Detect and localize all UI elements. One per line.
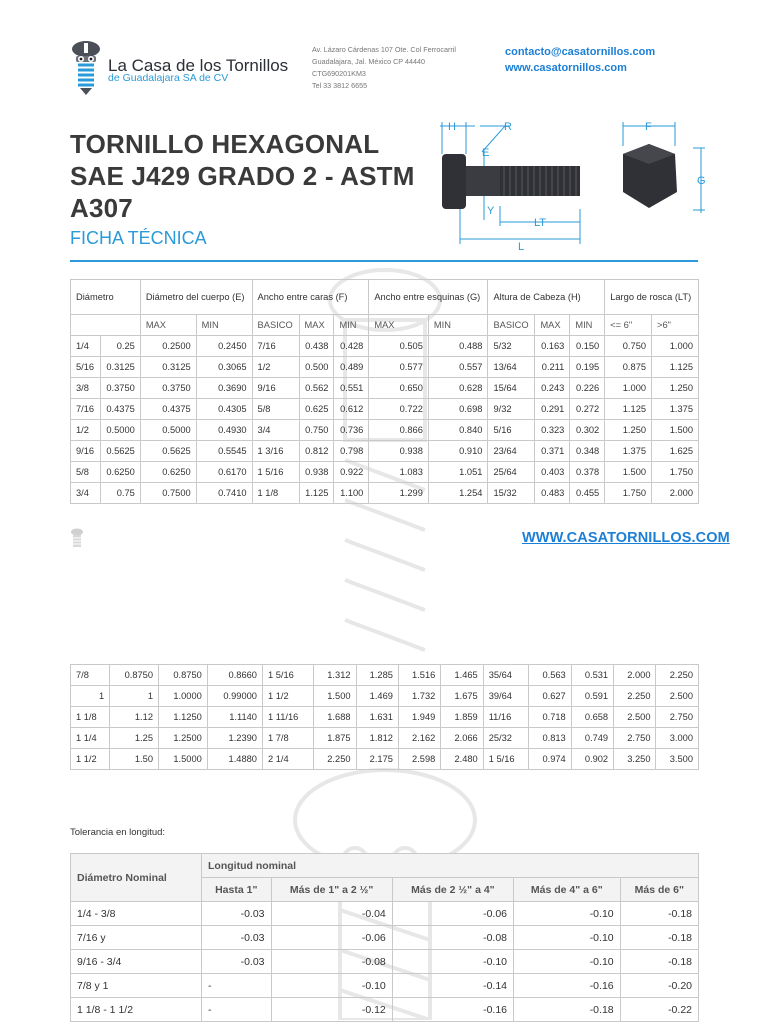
table-cell: 1.4880 bbox=[207, 749, 262, 770]
table-cell: 0.25 bbox=[100, 336, 140, 357]
subcol-min: MIN bbox=[428, 315, 488, 336]
website-link[interactable]: www.casatornillos.com bbox=[505, 62, 627, 74]
table-cell: 0.551 bbox=[334, 378, 369, 399]
table-cell: -0.10 bbox=[392, 950, 513, 974]
table-cell: 0.438 bbox=[299, 336, 334, 357]
table-cell: 25/32 bbox=[483, 728, 529, 749]
table-row bbox=[71, 950, 699, 974]
table-cell: -0.18 bbox=[620, 926, 698, 950]
table-cell: -0.10 bbox=[514, 950, 621, 974]
table-cell: 1 5/16 bbox=[483, 749, 529, 770]
table-cell: 0.483 bbox=[535, 483, 570, 504]
spec-table-top-body bbox=[71, 336, 699, 504]
table-cell: 0.749 bbox=[571, 728, 613, 749]
table-cell: 3/8 bbox=[71, 378, 101, 399]
table-row bbox=[71, 399, 699, 420]
hex-head-drawing bbox=[615, 118, 710, 218]
table-cell: 0.323 bbox=[535, 420, 570, 441]
table-cell: 1.516 bbox=[398, 665, 440, 686]
col-ancho-esquinas: Ancho entre esquinas (G) bbox=[369, 280, 488, 315]
col-altura-cabeza: Altura de Cabeza (H) bbox=[488, 280, 605, 315]
table-cell: 0.750 bbox=[299, 420, 334, 441]
table-cell: -0.06 bbox=[392, 902, 513, 926]
table-cell: 0.736 bbox=[334, 420, 369, 441]
table-cell: 13/64 bbox=[488, 357, 535, 378]
col-ancho-caras: Ancho entre caras (F) bbox=[252, 280, 369, 315]
contact-block bbox=[505, 44, 655, 76]
table-cell: 0.875 bbox=[605, 357, 652, 378]
table-cell: 0.922 bbox=[334, 462, 369, 483]
table-cell: 0.500 bbox=[299, 357, 334, 378]
table-cell: 1.500 bbox=[605, 462, 652, 483]
label-l: L bbox=[518, 241, 525, 253]
page-title: TORNILLO HEXAGONAL SAE J429 GRADO 2 - ASTM A307 bbox=[70, 129, 415, 223]
table-cell: 1.375 bbox=[652, 399, 699, 420]
table-cell: 0.4305 bbox=[196, 399, 252, 420]
table-cell: 0.211 bbox=[535, 357, 570, 378]
table-cell: 0.2450 bbox=[196, 336, 252, 357]
tolerance-label: Tolerancia en longitud: bbox=[70, 827, 166, 838]
address-line: Guadalajara, Jal. México CP 44440 bbox=[312, 57, 425, 66]
table-cell: 2.750 bbox=[614, 728, 656, 749]
table-cell: 0.4930 bbox=[196, 420, 252, 441]
table-cell: - bbox=[202, 998, 272, 1022]
table-row bbox=[71, 902, 699, 926]
subcol-max: MAX bbox=[535, 315, 570, 336]
table-cell: 0.3690 bbox=[196, 378, 252, 399]
table-cell: 1.732 bbox=[398, 686, 440, 707]
table-cell: 5/16 bbox=[488, 420, 535, 441]
table-cell: 11/16 bbox=[483, 707, 529, 728]
table-cell: 5/16 bbox=[71, 357, 101, 378]
table-cell: 0.505 bbox=[369, 336, 429, 357]
table-row bbox=[71, 483, 699, 504]
table-cell: 1 1/2 bbox=[71, 749, 110, 770]
table-cell: -0.08 bbox=[271, 950, 392, 974]
table-cell: 35/64 bbox=[483, 665, 529, 686]
website-banner-link[interactable]: WWW.CASATORNILLOS.COM bbox=[522, 530, 730, 546]
table-cell: 3.250 bbox=[614, 749, 656, 770]
table-cell: 0.902 bbox=[571, 749, 613, 770]
table-cell: 9/32 bbox=[488, 399, 535, 420]
table-cell: 0.650 bbox=[369, 378, 429, 399]
table-cell: -0.22 bbox=[620, 998, 698, 1022]
table-row bbox=[71, 974, 699, 998]
table-cell: 0.403 bbox=[535, 462, 570, 483]
subcol-2-5-a-4: Más de 2 ½" a 4" bbox=[392, 878, 513, 902]
table-cell: 1.631 bbox=[356, 707, 398, 728]
table-cell: 0.4375 bbox=[100, 399, 140, 420]
table-cell: 7/8 bbox=[71, 665, 110, 686]
table-cell: 15/64 bbox=[488, 378, 535, 399]
label-lt: LT bbox=[534, 217, 547, 229]
table-cell: 0.7500 bbox=[140, 483, 196, 504]
table-cell: 9/16 bbox=[71, 441, 101, 462]
col-longitud-nominal: Longitud nominal bbox=[202, 854, 699, 878]
table-cell: 0.557 bbox=[428, 357, 488, 378]
table-cell: 1.299 bbox=[369, 483, 429, 504]
brand-name: La Casa de los Tornillos bbox=[108, 56, 289, 75]
table-cell: -0.16 bbox=[392, 998, 513, 1022]
label-r: R bbox=[504, 121, 512, 133]
table-cell: 1 1/2 bbox=[262, 686, 313, 707]
table-cell: 1.500 bbox=[652, 420, 699, 441]
table-cell: 0.591 bbox=[571, 686, 613, 707]
table-cell: -0.20 bbox=[620, 974, 698, 998]
table-cell: 0.7410 bbox=[196, 483, 252, 504]
table-cell: 5/8 bbox=[71, 462, 101, 483]
table-cell: -0.10 bbox=[271, 974, 392, 998]
table-cell: 0.5000 bbox=[140, 420, 196, 441]
table-cell: 1.375 bbox=[605, 441, 652, 462]
table-cell: 3.500 bbox=[656, 749, 699, 770]
table-row bbox=[71, 728, 699, 749]
table-cell: 0.6250 bbox=[140, 462, 196, 483]
table-cell: 0.226 bbox=[570, 378, 605, 399]
subcol-lt-short: <= 6" bbox=[605, 315, 652, 336]
table-cell: 1.083 bbox=[369, 462, 429, 483]
table-cell: 1.675 bbox=[441, 686, 483, 707]
table-cell: 1.000 bbox=[652, 336, 699, 357]
table-cell: -0.18 bbox=[620, 902, 698, 926]
address-line: Av. Lázaro Cárdenas 107 Ote. Col Ferrocarril bbox=[312, 45, 456, 54]
table-cell: 1.1140 bbox=[207, 707, 262, 728]
table-cell: 5/32 bbox=[488, 336, 535, 357]
table-row bbox=[71, 420, 699, 441]
table-cell: -0.16 bbox=[514, 974, 621, 998]
subcol-4-a-6: Más de 4" a 6" bbox=[514, 878, 621, 902]
table-cell: 9/16 - 3/4 bbox=[71, 950, 202, 974]
subcol-lt-long: >6" bbox=[652, 315, 699, 336]
table-cell: - bbox=[202, 974, 272, 998]
table-cell: 7/16 bbox=[252, 336, 299, 357]
brand-subtitle: de Guadalajara SA de CV bbox=[108, 72, 229, 84]
table-cell: 1 1/8 bbox=[252, 483, 299, 504]
table-cell: 1 5/16 bbox=[252, 462, 299, 483]
subcol-mas-de-6: Más de 6" bbox=[620, 878, 698, 902]
table-row bbox=[71, 462, 699, 483]
table-cell: 0.4375 bbox=[140, 399, 196, 420]
table-cell: 0.8750 bbox=[159, 665, 208, 686]
table-cell: 0.798 bbox=[334, 441, 369, 462]
table-cell: 0.272 bbox=[570, 399, 605, 420]
table-cell: -0.03 bbox=[202, 902, 272, 926]
table-cell: 0.628 bbox=[428, 378, 488, 399]
label-y: Y bbox=[487, 205, 495, 217]
table-cell: 1/4 bbox=[71, 336, 101, 357]
table-cell: 0.866 bbox=[369, 420, 429, 441]
table-cell: 1/2 bbox=[252, 357, 299, 378]
table-cell: 1.5000 bbox=[159, 749, 208, 770]
table-cell: 1.1250 bbox=[159, 707, 208, 728]
subcol-hasta-1: Hasta 1" bbox=[202, 878, 272, 902]
spec-table-bottom-body bbox=[71, 665, 699, 770]
table-cell: 2.250 bbox=[656, 665, 699, 686]
table-cell: 0.371 bbox=[535, 441, 570, 462]
table-row bbox=[71, 926, 699, 950]
table-cell: 0.75 bbox=[100, 483, 140, 504]
table-cell: 7/16 y bbox=[71, 926, 202, 950]
table-cell: 2.750 bbox=[656, 707, 699, 728]
table-cell: -0.08 bbox=[392, 926, 513, 950]
table-cell: 1 7/8 bbox=[262, 728, 313, 749]
subcol-basico: BASICO bbox=[252, 315, 299, 336]
table-cell: 0.577 bbox=[369, 357, 429, 378]
address-line: CTG690201KM3 bbox=[312, 69, 366, 78]
table-cell: -0.10 bbox=[514, 902, 621, 926]
table-cell: 0.625 bbox=[299, 399, 334, 420]
table-cell: 0.348 bbox=[570, 441, 605, 462]
table-cell: 1.125 bbox=[652, 357, 699, 378]
table-cell: 0.658 bbox=[571, 707, 613, 728]
table-cell: 0.938 bbox=[369, 441, 429, 462]
table-cell: 1 5/16 bbox=[262, 665, 313, 686]
table-cell: 0.974 bbox=[529, 749, 571, 770]
table-cell: 2 1/4 bbox=[262, 749, 313, 770]
table-cell: 0.6170 bbox=[196, 462, 252, 483]
subcol-min: MIN bbox=[334, 315, 369, 336]
table-cell: 0.150 bbox=[570, 336, 605, 357]
table-cell: 0.722 bbox=[369, 399, 429, 420]
table-cell: -0.03 bbox=[202, 926, 272, 950]
table-cell: 1.750 bbox=[605, 483, 652, 504]
table-row bbox=[71, 686, 699, 707]
table-cell: 1 bbox=[110, 686, 159, 707]
table-cell: 0.938 bbox=[299, 462, 334, 483]
table-cell: -0.03 bbox=[202, 950, 272, 974]
table-cell: 2.000 bbox=[652, 483, 699, 504]
table-cell: 0.3125 bbox=[140, 357, 196, 378]
table-cell: 0.3750 bbox=[100, 378, 140, 399]
table-row bbox=[71, 998, 699, 1022]
table-cell: 0.378 bbox=[570, 462, 605, 483]
table-cell: 1 1/8 - 1 1/2 bbox=[71, 998, 202, 1022]
table-cell: 2.480 bbox=[441, 749, 483, 770]
table-cell: 3.000 bbox=[656, 728, 699, 749]
table-cell: 0.243 bbox=[535, 378, 570, 399]
table-cell: 1 11/16 bbox=[262, 707, 313, 728]
table-cell: 25/64 bbox=[488, 462, 535, 483]
table-cell: 0.291 bbox=[535, 399, 570, 420]
table-cell: 1.000 bbox=[605, 378, 652, 399]
table-cell: 39/64 bbox=[483, 686, 529, 707]
table-row bbox=[71, 665, 699, 686]
bolt-dimension-drawing bbox=[420, 114, 585, 254]
table-cell: 0.612 bbox=[334, 399, 369, 420]
table-cell: 0.5625 bbox=[100, 441, 140, 462]
table-cell: 0.195 bbox=[570, 357, 605, 378]
table-cell: 0.563 bbox=[529, 665, 571, 686]
table-cell: 0.302 bbox=[570, 420, 605, 441]
subcol-blank bbox=[71, 315, 141, 336]
company-address bbox=[312, 44, 456, 92]
table-cell: 0.813 bbox=[529, 728, 571, 749]
table-cell: 0.8750 bbox=[110, 665, 159, 686]
table-cell: 0.910 bbox=[428, 441, 488, 462]
table-cell: 0.812 bbox=[299, 441, 334, 462]
table-cell: 3/4 bbox=[252, 420, 299, 441]
table-cell: 23/64 bbox=[488, 441, 535, 462]
table-cell: 1/4 - 3/8 bbox=[71, 902, 202, 926]
table-cell: 1.859 bbox=[441, 707, 483, 728]
table-cell: 1.688 bbox=[314, 707, 356, 728]
table-cell: 1.125 bbox=[605, 399, 652, 420]
table-cell: 1/2 bbox=[71, 420, 101, 441]
subcol-min: MIN bbox=[196, 315, 252, 336]
subcol-max: MAX bbox=[369, 315, 429, 336]
table-cell: 0.718 bbox=[529, 707, 571, 728]
label-f: F bbox=[645, 121, 652, 133]
table-cell: 9/16 bbox=[252, 378, 299, 399]
table-cell: 1.812 bbox=[356, 728, 398, 749]
table-cell: 0.627 bbox=[529, 686, 571, 707]
table-cell: 1.875 bbox=[314, 728, 356, 749]
table-cell: 1.250 bbox=[605, 420, 652, 441]
table-cell: 1.50 bbox=[110, 749, 159, 770]
title-divider bbox=[70, 260, 698, 262]
table-cell: 1.250 bbox=[652, 378, 699, 399]
table-cell: 0.489 bbox=[334, 357, 369, 378]
table-cell: 0.99000 bbox=[207, 686, 262, 707]
table-row bbox=[71, 749, 699, 770]
table-cell: 1.500 bbox=[314, 686, 356, 707]
col-largo-rosca: Largo de rosca (LT) bbox=[605, 280, 699, 315]
table-cell: 2.500 bbox=[614, 707, 656, 728]
page-subtitle: FICHA TÉCNICA bbox=[70, 228, 207, 248]
table-row bbox=[71, 336, 699, 357]
table-cell: 2.250 bbox=[614, 686, 656, 707]
table-cell: 1 3/16 bbox=[252, 441, 299, 462]
label-e: E bbox=[482, 147, 490, 159]
table-cell: 2.598 bbox=[398, 749, 440, 770]
subcol-basico: BASICO bbox=[488, 315, 535, 336]
spec-table-bottom bbox=[70, 664, 699, 770]
table-cell: 1.312 bbox=[314, 665, 356, 686]
table-cell: 1 1/8 bbox=[71, 707, 110, 728]
table-cell: 1.469 bbox=[356, 686, 398, 707]
label-h: H bbox=[448, 121, 456, 133]
table-cell: 0.5625 bbox=[140, 441, 196, 462]
table-cell: 5/8 bbox=[252, 399, 299, 420]
table-cell: -0.18 bbox=[514, 998, 621, 1022]
table-cell: 2.250 bbox=[314, 749, 356, 770]
email-link[interactable]: contacto@casatornillos.com bbox=[505, 46, 656, 58]
table-cell: 0.3065 bbox=[196, 357, 252, 378]
subcol-max: MAX bbox=[299, 315, 334, 336]
screw-mascot-logo-icon bbox=[68, 40, 104, 96]
table-cell: 0.5000 bbox=[100, 420, 140, 441]
table-row bbox=[71, 707, 699, 728]
table-cell: 1.12 bbox=[110, 707, 159, 728]
table-cell: 1.100 bbox=[334, 483, 369, 504]
table-cell: 0.8660 bbox=[207, 665, 262, 686]
table-cell: 0.750 bbox=[605, 336, 652, 357]
table-cell: 2.500 bbox=[656, 686, 699, 707]
table-cell: 2.175 bbox=[356, 749, 398, 770]
subcol-max: MAX bbox=[140, 315, 196, 336]
table-cell: 1 1/4 bbox=[71, 728, 110, 749]
table-cell: 0.6250 bbox=[100, 462, 140, 483]
table-row bbox=[71, 378, 699, 399]
address-line: Tel 33 3812 6655 bbox=[312, 81, 368, 90]
table-cell: 7/8 y 1 bbox=[71, 974, 202, 998]
table-cell: 2.162 bbox=[398, 728, 440, 749]
tolerance-table-body bbox=[71, 902, 699, 1022]
table-cell: 1.750 bbox=[652, 462, 699, 483]
small-screw-icon bbox=[70, 528, 84, 550]
table-cell: 2.066 bbox=[441, 728, 483, 749]
col-diametro-cuerpo: Diámetro del cuerpo (E) bbox=[140, 280, 252, 315]
table-cell: 0.5545 bbox=[196, 441, 252, 462]
table-cell: 3/4 bbox=[71, 483, 101, 504]
table-row bbox=[71, 441, 699, 462]
table-cell: 0.455 bbox=[570, 483, 605, 504]
table-cell: 1.125 bbox=[299, 483, 334, 504]
table-cell: 0.488 bbox=[428, 336, 488, 357]
table-cell: 15/32 bbox=[488, 483, 535, 504]
table-cell: 0.531 bbox=[571, 665, 613, 686]
table-cell: 0.698 bbox=[428, 399, 488, 420]
subcol-1-a-2-5: Más de 1" a 2 ½" bbox=[271, 878, 392, 902]
table-cell: -0.12 bbox=[271, 998, 392, 1022]
label-g: G bbox=[697, 175, 706, 187]
table-cell: -0.14 bbox=[392, 974, 513, 998]
table-row bbox=[71, 357, 699, 378]
table-cell: -0.04 bbox=[271, 902, 392, 926]
table-cell: 0.428 bbox=[334, 336, 369, 357]
table-cell: 1.949 bbox=[398, 707, 440, 728]
col-diametro: Diámetro bbox=[71, 280, 141, 315]
table-cell: -0.18 bbox=[620, 950, 698, 974]
table-cell: 1.2500 bbox=[159, 728, 208, 749]
table-cell: 1.254 bbox=[428, 483, 488, 504]
col-diametro-nominal: Diámetro Nominal bbox=[71, 854, 202, 902]
table-cell: 1.285 bbox=[356, 665, 398, 686]
table-cell: 1.625 bbox=[652, 441, 699, 462]
subcol-min: MIN bbox=[570, 315, 605, 336]
table-cell: 7/16 bbox=[71, 399, 101, 420]
table-cell: 2.000 bbox=[614, 665, 656, 686]
table-cell: 1.465 bbox=[441, 665, 483, 686]
table-cell: 0.840 bbox=[428, 420, 488, 441]
table-cell: 0.2500 bbox=[140, 336, 196, 357]
table-cell: 0.3750 bbox=[140, 378, 196, 399]
table-cell: 1.2390 bbox=[207, 728, 262, 749]
table-cell: 0.562 bbox=[299, 378, 334, 399]
tolerance-table bbox=[70, 853, 699, 1022]
table-cell: 1 bbox=[71, 686, 110, 707]
table-cell: 1.051 bbox=[428, 462, 488, 483]
spec-table-top bbox=[70, 279, 699, 504]
table-cell: -0.06 bbox=[271, 926, 392, 950]
table-cell: 0.3125 bbox=[100, 357, 140, 378]
table-cell: -0.10 bbox=[514, 926, 621, 950]
table-cell: 0.163 bbox=[535, 336, 570, 357]
table-cell: 1.0000 bbox=[159, 686, 208, 707]
table-cell: 1.25 bbox=[110, 728, 159, 749]
